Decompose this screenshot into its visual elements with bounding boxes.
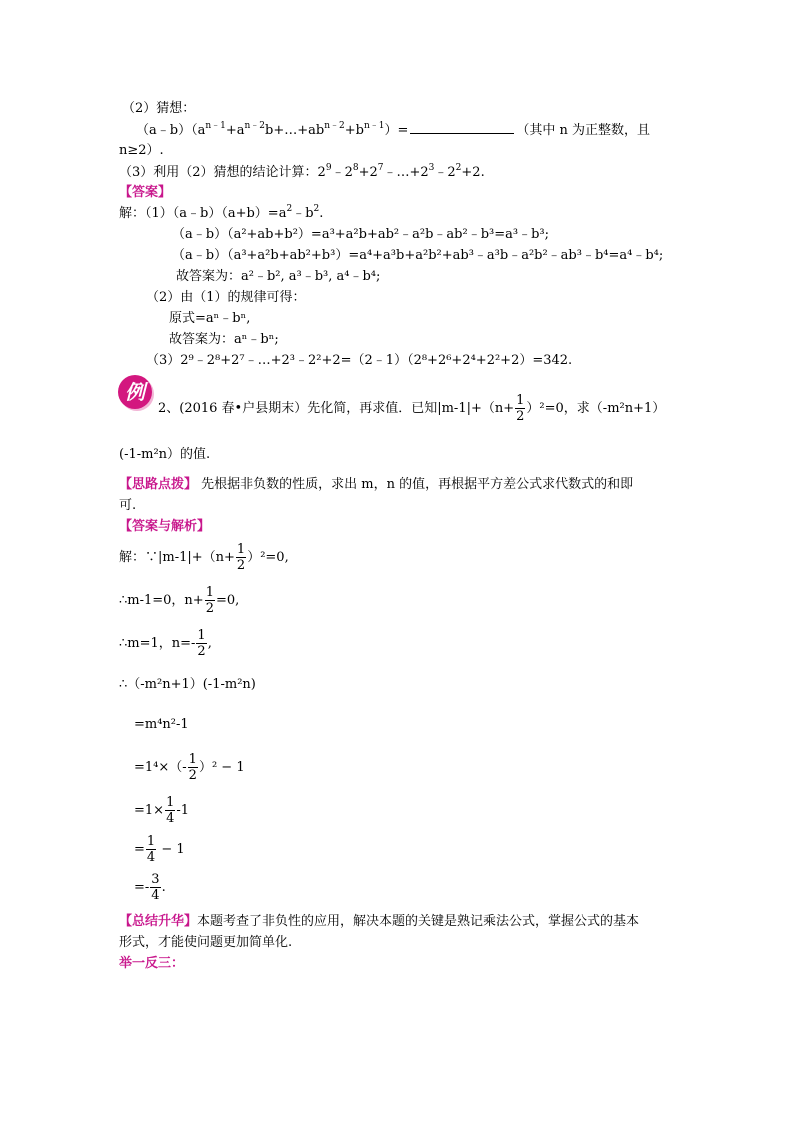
step-2: ∴m-1=0，n+ $\frac{1}{2}$ =0, [119,585,240,616]
solution-line-7: 故答案为：aⁿ﹣bⁿ; [169,332,279,347]
step-8: = $\frac{1}{4}$ − 1 [134,834,185,865]
part2-expression: $(a﹣b)(a^{n﹣1}+a^{n﹣2}b+\dots+ab^{n﹣2}+b^{n﹣1})=$ （其中 n 为正整数，且 [136,121,651,138]
step-9: =- $\frac{3}{4}$ . [134,872,166,903]
fraction-half: $\frac{1}{2}$ [516,393,525,424]
example-question-cont: (-1-m²n）的值. [119,447,211,462]
hint-paragraph: 【思路点拨】 先根据非负数的性质，求出 m，n 的值，再根据平方差公式求代数式的和即 [119,477,634,492]
part2-heading: （2）猜想： [122,101,196,116]
solution-line-8: （3）2⁹﹣2⁸+2⁷﹣…+2³﹣2²+2=（2﹣1）（2⁸+2⁶+2⁴+2²+2）=342. [146,353,573,368]
solution-line-2: （a﹣b）（a²+ab+b²）=a³+a²b+ab²﹣a²b﹣ab²﹣b³=a³﹣b³; [172,227,550,242]
step-4: ∴（-m²n+1）(-1-m²n) [119,677,256,692]
summary-continuation: 形式，才能使问题更加简单化. [119,935,293,950]
hint-continuation: 可. [119,498,137,513]
solution-line-6: 原式=aⁿ﹣bⁿ, [169,311,251,326]
answer-blank[interactable] [410,121,514,134]
step-6: =1⁴×（- $\frac{1}{2}$ ）² − 1 [134,752,245,783]
solution-line-5: （2）由（1）的规律可得： [146,290,306,305]
step-3: ∴m=1，n=- $\frac{1}{2}$ , [119,628,212,659]
example-question: 2、(2016 春•户县期末）先化简，再求值．已知|m-1|+（n+ $\frac{1}{2}$ ）²=0，求（-m²n+1） [158,393,666,424]
step-7: =1× $\frac{1}{4}$ -1 [134,795,190,826]
step-1: 解：∵|m-1|+（n+ $\frac{1}{2}$ ）²=0, [119,542,289,573]
solution-line-4: 故答案为：a²﹣b², a³﹣b³, a⁴﹣b⁴; [176,269,381,284]
drill-tag: 举一反三： [119,956,185,971]
example-badge-icon: 例 [118,375,152,409]
answer-tag: 【答案】 [119,185,172,200]
solution-line-1: 解：$(1)(a﹣b)(a+b)=a^2﹣b^2$. [119,204,324,221]
step-5: =m⁴n²-1 [134,717,189,732]
analysis-tag: 【答案与解析】 [119,519,211,534]
summary-paragraph: 【总结升华】本题考查了非负性的应用，解决本题的关键是熟记乘法公式，掌握公式的基本 [119,914,640,929]
part2-continuation: n≥2）. [119,143,164,158]
solution-line-3: （a﹣b）（a³+a²b+ab²+b³）=a⁴+a³b+a²b²+ab³﹣a³b﹣a²b²﹣ab³﹣b⁴=a⁴﹣b⁴; [172,248,664,263]
part3-question: （3）利用（2）猜想的结论计算：$2^9﹣2^8+2^7﹣\dots+2^3﹣2^2+2$. [119,163,485,180]
